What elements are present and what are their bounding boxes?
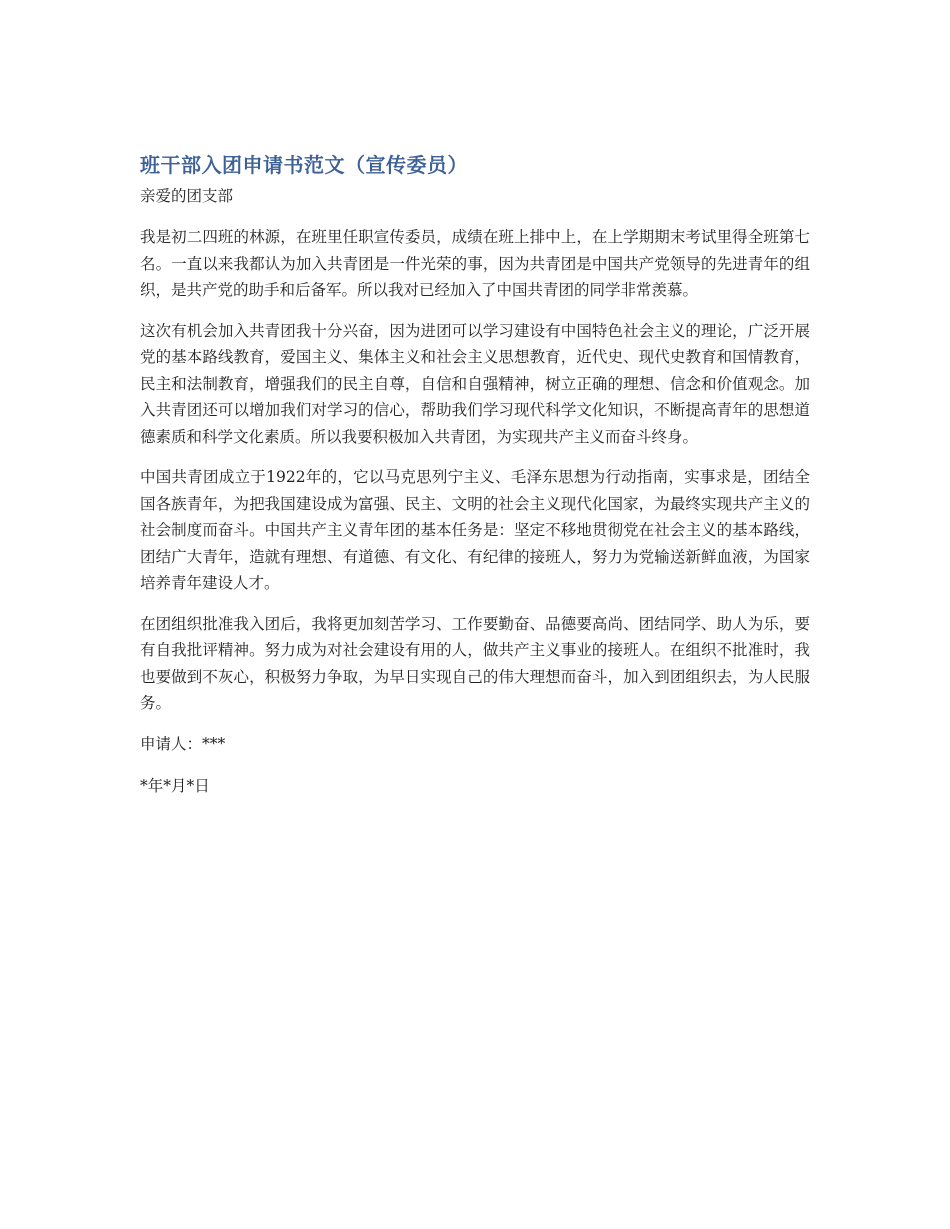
application-date: *年*月*日 [140, 776, 210, 795]
applicant-signature: 申请人：*** [140, 734, 226, 753]
body-paragraph-4: 在团组织批准我入团后，我将更加刻苦学习、工作要勤奋、品德要高尚、团结同学、助人为乐，要有自我批评精神。努力成为对社会建设有用的人，做共产主义事业的接班人。在组织不批准时，我也要做到不灰心，积极努力争取，为早日实现自己的伟大理想而奋斗，加入到团组织去，为人民服务。 [140, 614, 810, 712]
body-paragraph-1: 我是初二四班的林源，在班里任职宣传委员，成绩在班上排中上，在上学期期末考试里得全班第七名。一直以来我都认为加入共青团是一件光荣的事，因为共青团是中国共产党领导的先进青年的组织，是共产党的助手和后备军。所以我对已经加入了中国共青团的同学非常羡慕。 [140, 228, 810, 299]
salutation: 亲爱的团支部 [140, 187, 234, 205]
document-title: 班干部入团申请书范文（宣传委员） [140, 153, 468, 177]
document-page [140, 150, 810, 815]
body-paragraph-3: 中国共青团成立于1922年的，它以马克思列宁主义、毛泽东思想为行动指南，实事求是，团结全国各族青年，为把我国建设成为富强、民主、文明的社会主义现代化国家，为最终实现共产主义的社会制度而奋斗。中国共产主义青年团的基本任务是：坚定不移地贯彻党在社会主义的基本路线，团结广大青年，造就有理想、有道德、有文化、有纪律的接班人，努力为党输送新鲜血液，为国家培养青年建设人才。 [140, 468, 810, 592]
body-paragraph-2: 这次有机会加入共青团我十分兴奋，因为进团可以学习建设有中国特色社会主义的理论，广泛开展党的基本路线教育，爱国主义、集体主义和社会主义思想教育，近代史、现代史教育和国情教育，民主和法制教育，增强我们的民主自尊，自信和自强精神，树立正确的理想、信念和价值观念。加入共青团还可以增加我们对学习的信心，帮助我们学习现代科学文化知识，不断提高青年的思想道德素质和科学文化素质。所以我要积极加入共青团，为实现共产主义而奋斗终身。 [140, 321, 810, 446]
